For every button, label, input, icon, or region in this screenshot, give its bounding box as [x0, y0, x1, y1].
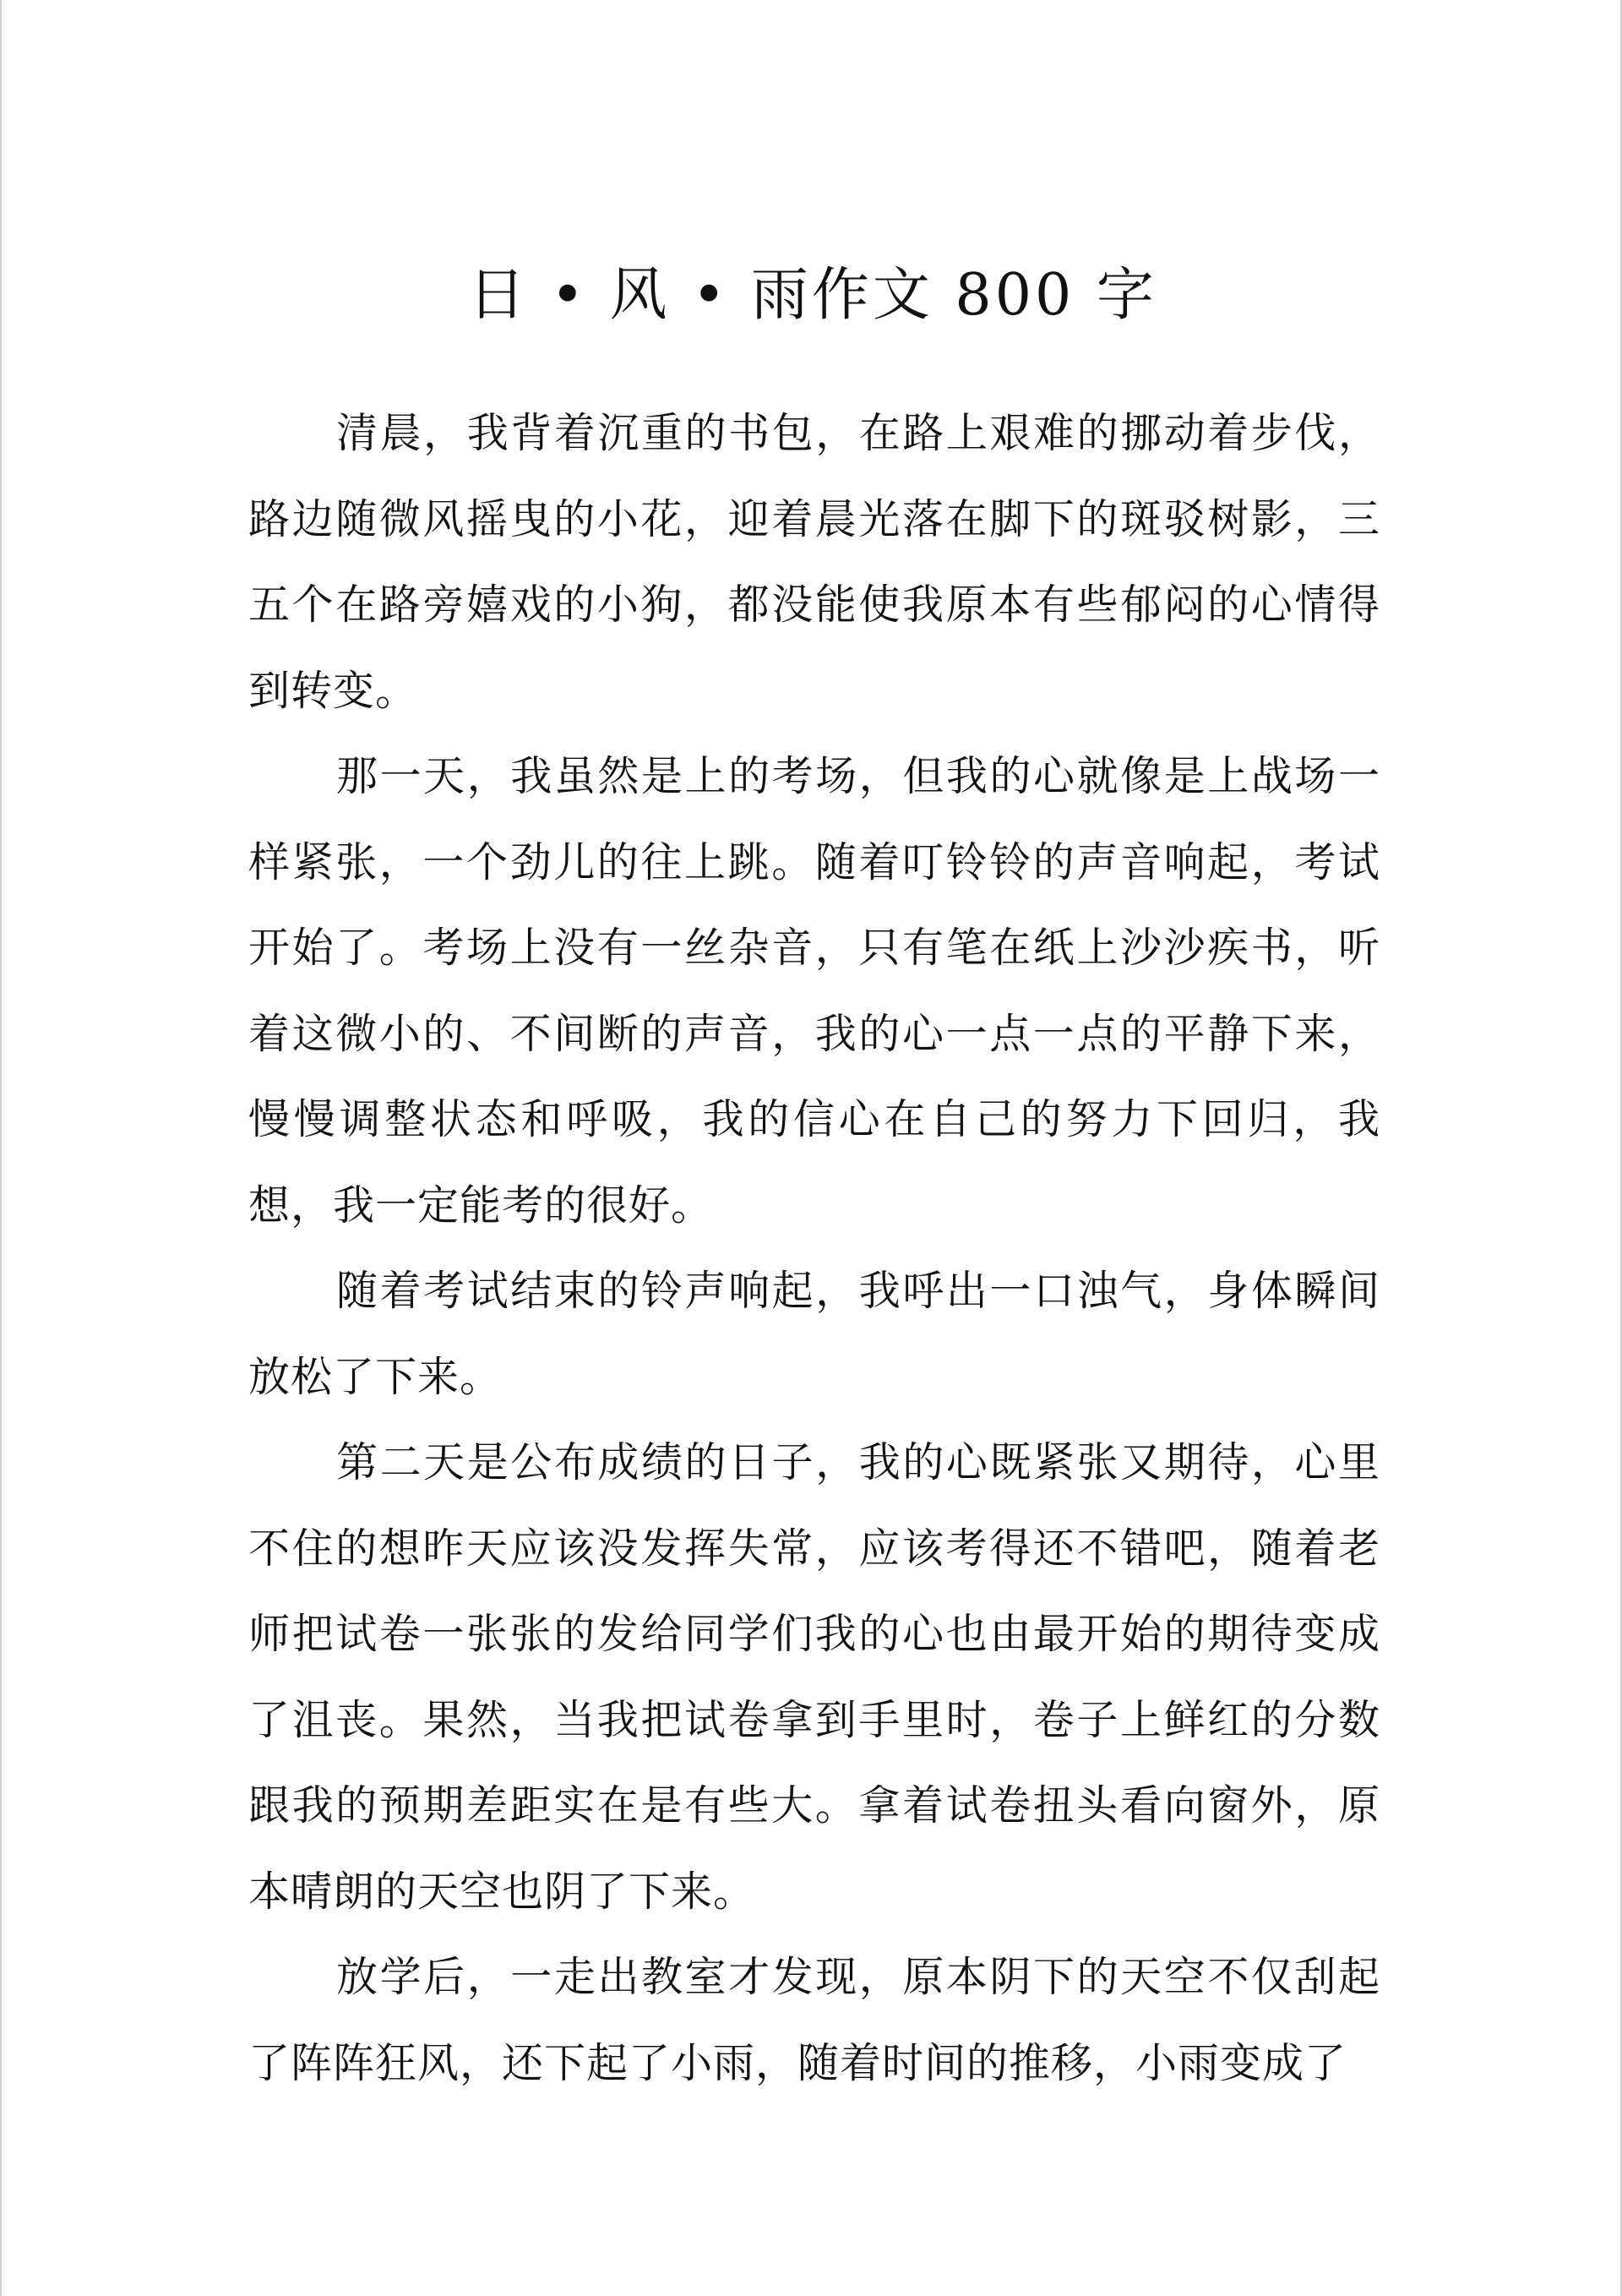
- paragraph-4: 第二天是公布成绩的日子，我的心既紧张又期待，心里不住的想昨天应该没发挥失常，应该考得还不错吧，随着老师把试卷一张张的发给同学们我的心也由最开始的期待变成了沮丧。果然，当我把试卷拿到手里时，卷子上鲜红的分数跟我的预期差距实在是有些大。拿着试卷扭头看向窗外，原本晴朗的天空也阴了下来。: [248, 1438, 1380, 1916]
- paragraph-2: 那一天，我虽然是上的考场，但我的心就像是上战场一样紧张，一个劲儿的往上跳。随着叮铃铃的声音响起，考试开始了。考场上没有一丝杂音，只有笔在纸上沙沙疾书，听着这微小的、不间断的声音，我的心一点一点的平静下来，慢慢调整状态和呼吸，我的信心在自己的努力下回归，我想，我一定能考的很好。: [248, 752, 1380, 1230]
- paragraph-1: 清晨，我背着沉重的书包，在路上艰难的挪动着步伐，路边随微风摇曳的小花，迎着晨光落在脚下的斑驳树影，三五个在路旁嬉戏的小狗，都没能使我原本有些郁闷的心情得到转变。: [248, 409, 1380, 715]
- paragraph-5: 放学后，一走出教室才发现，原本阴下的天空不仅刮起了阵阵狂风，还下起了小雨，随着时间的推移，小雨变成了: [248, 1953, 1380, 2087]
- paragraph-3: 随着考试结束的铃声响起，我呼出一口浊气，身体瞬间放松了下来。: [248, 1267, 1380, 1401]
- document-body: [248, 390, 1380, 2106]
- document-title: 日 • 风 • 雨作文 800 字: [468, 262, 1157, 329]
